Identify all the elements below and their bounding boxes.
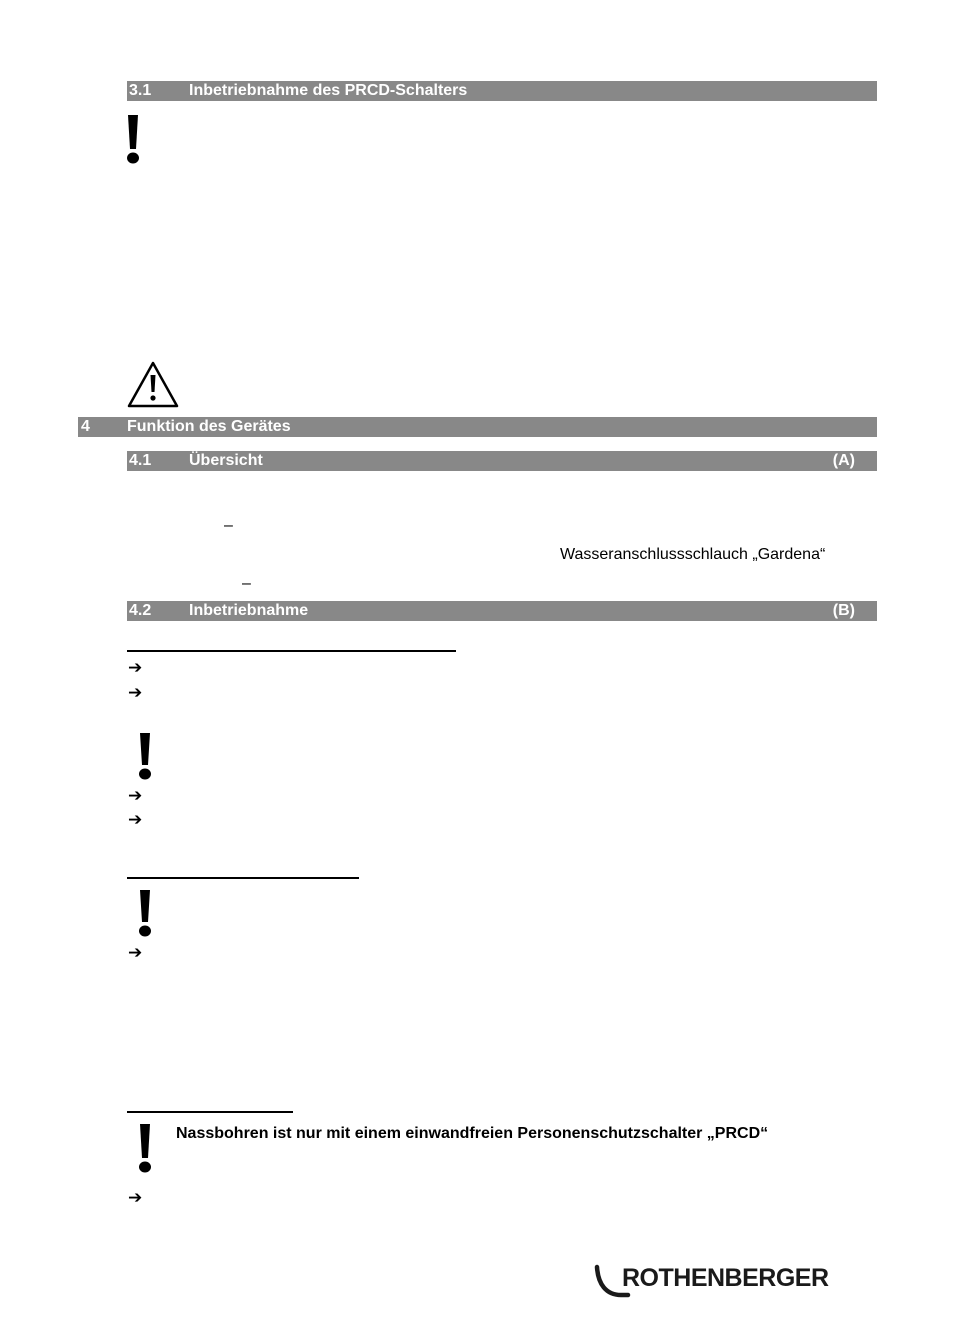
logo-text: ROTHENBERGER — [622, 1264, 829, 1292]
section-number: 3.1 — [129, 82, 152, 99]
subheading-underline — [127, 650, 456, 652]
figure-reference: (B) — [832, 602, 855, 619]
section-title: Inbetriebnahme — [189, 602, 309, 619]
arrow-right-icon: ➔ — [128, 810, 143, 829]
section-title: Übersicht — [189, 452, 263, 469]
section-4-header — [78, 417, 877, 437]
section-number: 4.2 — [129, 602, 152, 619]
section-4-1-header — [127, 451, 877, 471]
exclamation-icon — [125, 113, 141, 165]
warning-triangle-icon — [126, 360, 180, 409]
rothenberger-logo — [594, 1262, 828, 1298]
overview-dash: – — [242, 575, 251, 592]
hose-label: Wasseranschlussschlauch „Gardena“ — [560, 546, 826, 563]
arrow-right-icon: ➔ — [128, 683, 143, 702]
prcd-warning-text: Nassbohren ist nur mit einem einwandfreien Personenschutzschalter „PRCD“ — [176, 1125, 769, 1142]
arrow-right-icon: ➔ — [128, 943, 143, 962]
figure-reference: (A) — [832, 452, 855, 469]
exclamation-icon — [137, 1122, 153, 1174]
exclamation-icon — [137, 888, 153, 938]
overview-dash: – — [224, 517, 233, 534]
arrow-right-icon: ➔ — [128, 1188, 143, 1207]
section-number: 4 — [81, 418, 90, 435]
section-title: Funktion des Gerätes — [127, 418, 291, 435]
section-3-1-header — [127, 81, 877, 101]
section-4-2-header — [127, 601, 877, 621]
section-number: 4.1 — [129, 452, 152, 469]
arrow-right-icon: ➔ — [128, 786, 143, 805]
exclamation-icon — [137, 731, 153, 781]
section-title: Inbetriebnahme des PRCD-Schalters — [189, 82, 468, 99]
arrow-right-icon: ➔ — [128, 658, 143, 677]
subheading-underline — [127, 1111, 293, 1113]
subheading-underline — [127, 877, 359, 879]
